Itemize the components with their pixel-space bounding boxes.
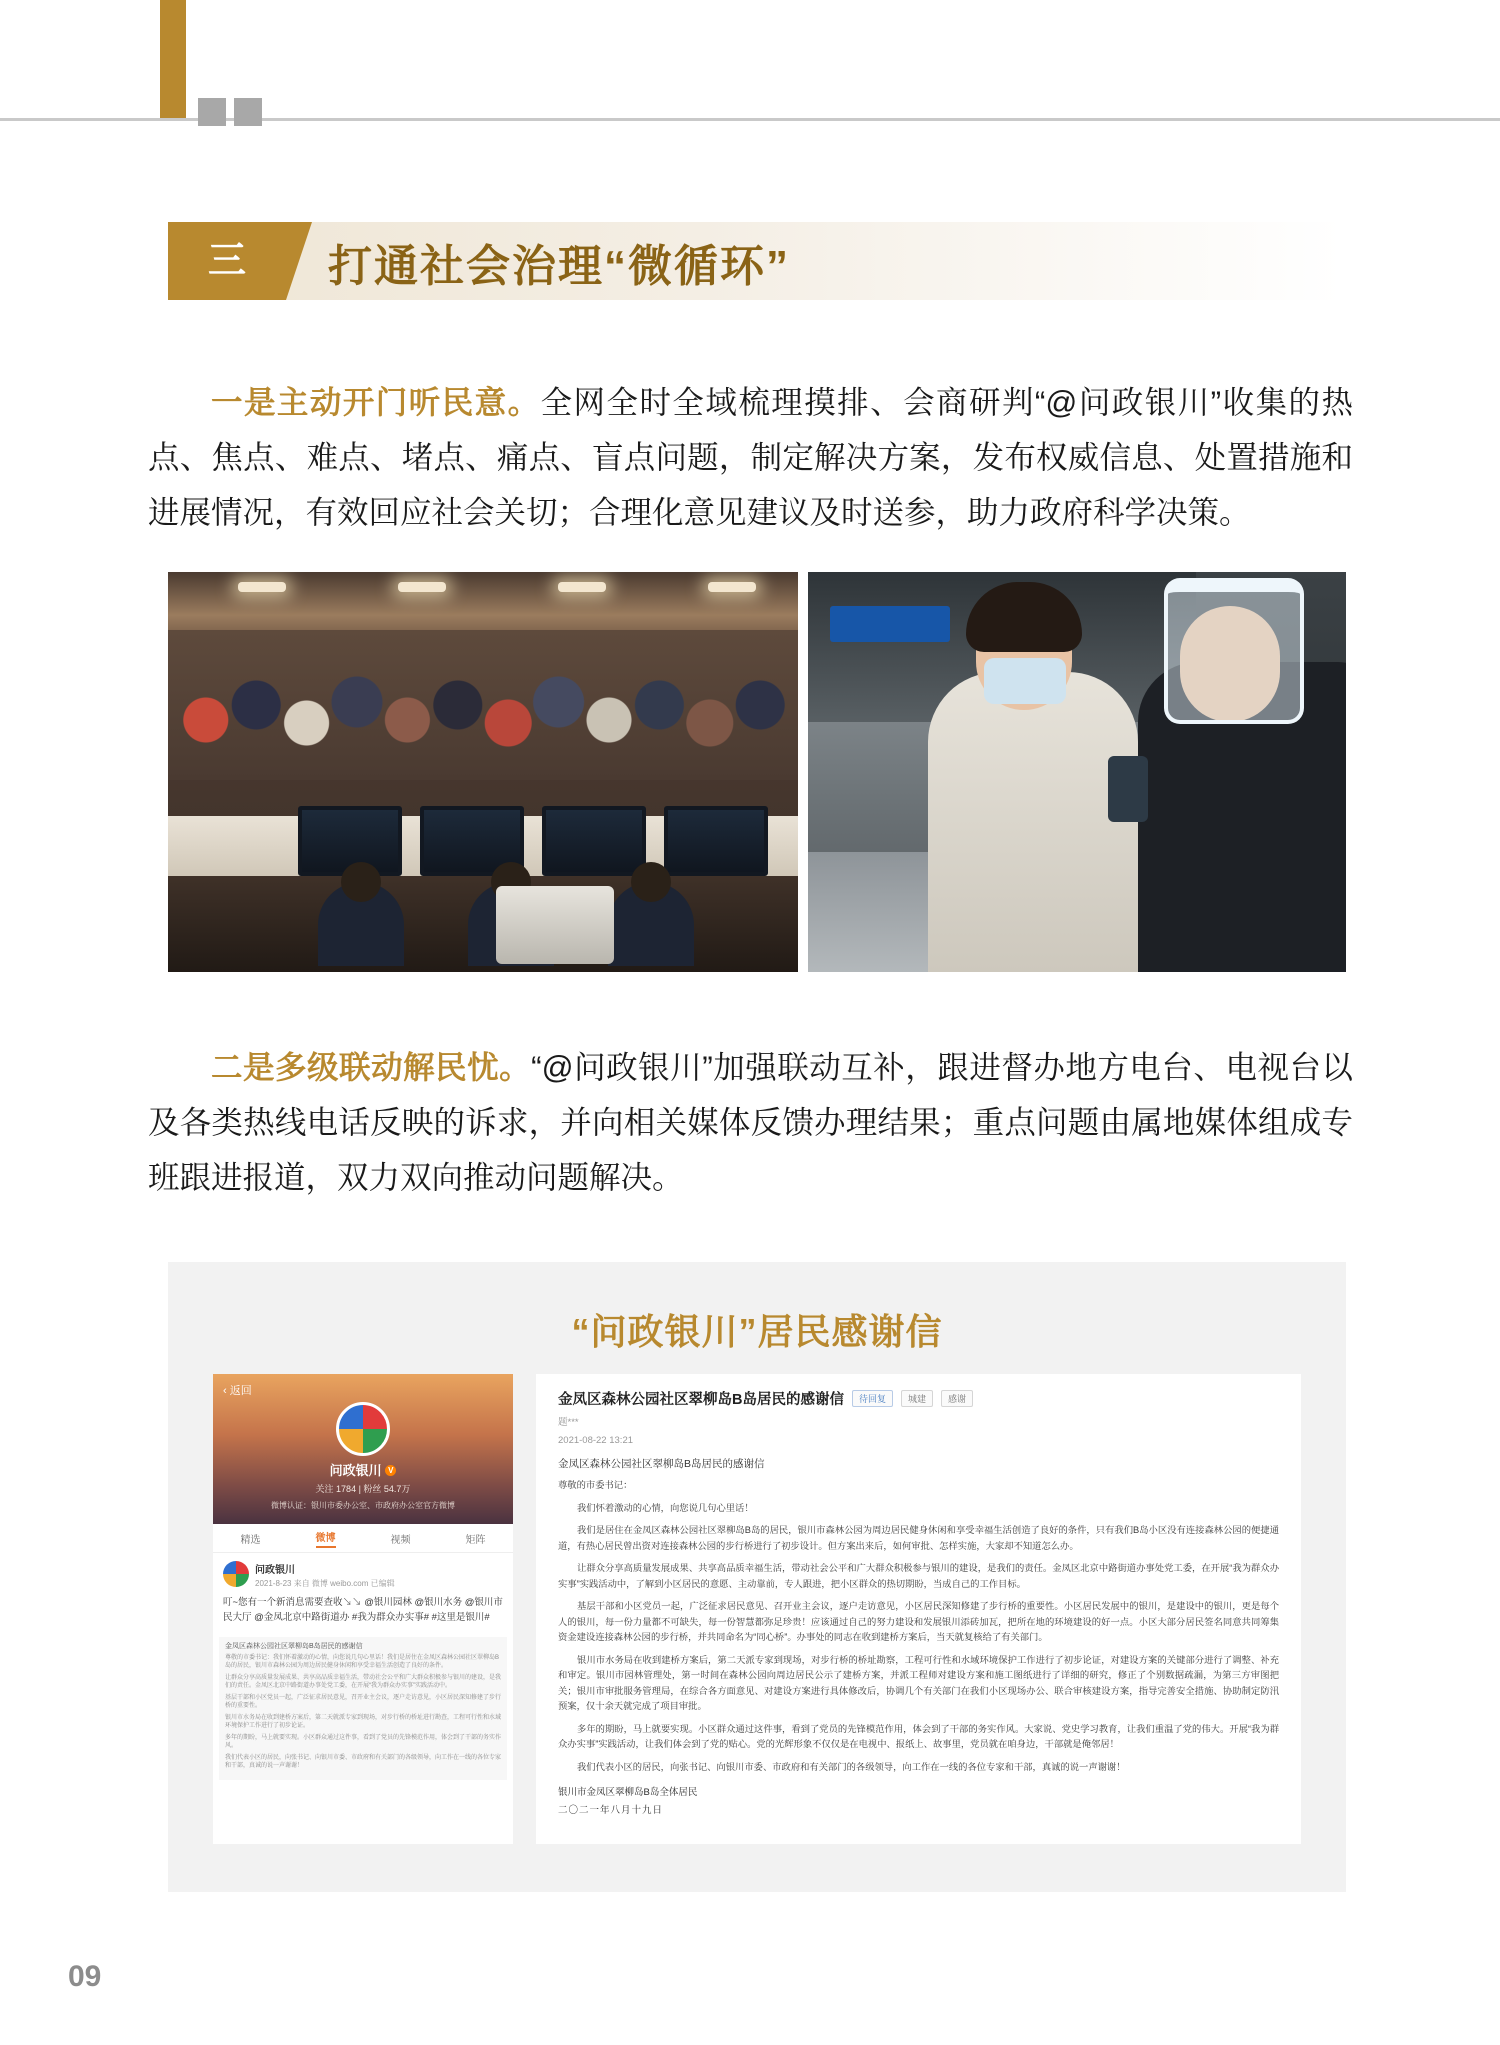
checkpoint-signboard bbox=[830, 606, 950, 642]
weibo-profile-header bbox=[213, 1374, 513, 1524]
verified-badge-icon: V bbox=[385, 1465, 396, 1476]
hall-lamp bbox=[398, 582, 446, 592]
photo-checkpoint-image bbox=[808, 572, 1346, 972]
header-square-2 bbox=[234, 98, 262, 126]
letter-signature-date: 二〇二一年八月十九日 bbox=[558, 1805, 664, 1816]
letter-paragraph: 银川市水务局在收到建桥方案后，第二天派专家到现场，对步行桥的桥址勘察，工程可行性和水域环境保护工作进行了初步论证，对建设方案的关键部分进行了调整、补充和审定。银川市园林管理处，第一时间在森林公园向周边居民公示了建桥方案，并派工程师对建设方案和施工图纸进行了详细的研究，修正了个别数据疏漏，为第三方审图把关；银川市审批服务管理局，在综合各方面意见、对建设方案进行具体修改后，协调几个有关部门在我们小区现场办公、联合审核建设方案，指导完善安全措施、协助制定防汛预案，仅十余天就完成了项目审批。 bbox=[558, 1654, 1279, 1711]
weibo-post-meta: 2021-8-23 来自 微博 weibo.com 已编辑 bbox=[255, 1579, 395, 1588]
weibo-quoted-line: 让群众分享高质量发展成果、共享高品质幸福生活，带动社会公平和广大群众积极参与银川的建设，是我们的责任。金凤区北京中路街道办事处党工委，在开展“我为群众办实事”实践活动中。 bbox=[225, 1675, 502, 1689]
category-badge-thanks: 感谢 bbox=[941, 1390, 973, 1407]
weibo-quoted-line: 基层干部和小区党员一起，广泛征求居民意见，召开业主会议，逐户走访意见，小区居民深知修建了步行桥的重要性。 bbox=[225, 1695, 502, 1709]
letter-title: 金凤区森林公园社区翠柳岛B岛居民的感谢信 bbox=[558, 1392, 844, 1408]
paragraph-one-text: 全网全时全域梳理摸排、会商研判“@问政银川”收集的热点、焦点、难点、堵点、痛点、盲点问题，制定解决方案，发布权威信息、处置措施和进展情况，有效回应社会关切；合理化意见建议及时送参，助力政府科学决策。 bbox=[148, 384, 1353, 530]
weibo-quoted-line: 尊敬的市委书记：我们怀着激动的心情，向您说几句心里话！我们是居住在金凤区森林公园社区翠柳岛B岛的居民，银川市森林公园为周边居民健身休闲和享受幸福生活创造了良好的条件。 bbox=[225, 1655, 500, 1669]
letter-paragraph: 多年的期盼，马上就要实现。小区群众通过这件事，看到了党员的先锋模范作用，体会到了干部的务实作风。大家说、党史学习教育，让我们重温了党的伟大。开展“我为群众办实事”实践活动，让我们体会到了党的贴心。党的光辉形象不仅仅是在电视中、报纸上、故事里，党员就在咱身边，干部就是俺邻居！ bbox=[558, 1723, 1279, 1749]
section-index: 三 bbox=[168, 222, 286, 300]
weibo-account-name: 问政银川 V bbox=[213, 1460, 513, 1479]
letter-salutation: 尊敬的市委书记： bbox=[558, 1480, 633, 1490]
face-shield-icon bbox=[1164, 578, 1304, 724]
status-badge: 待回复 bbox=[852, 1390, 893, 1407]
letter-panel-title: “问政银川”居民感谢信 bbox=[571, 1311, 943, 1352]
letter-body bbox=[558, 1478, 1279, 1775]
hall-staff bbox=[608, 882, 694, 966]
weibo-avatar bbox=[336, 1402, 390, 1456]
back-icon[interactable]: ‹ 返回 bbox=[223, 1385, 252, 1397]
tab-weibo[interactable]: 微博 bbox=[316, 1529, 336, 1548]
hall-lamp bbox=[238, 582, 286, 592]
section-title: 打通社会治理“微循环” bbox=[328, 242, 790, 291]
checkpoint-worker-body bbox=[928, 672, 1138, 972]
hall-printer bbox=[496, 886, 614, 964]
paragraph-two-lead: 二是多级联动解民忧。 bbox=[211, 1049, 532, 1085]
smartphone-icon bbox=[1108, 756, 1148, 822]
page-number: 09 bbox=[68, 1960, 102, 1993]
letter-paragraph: 让群众分享高质量发展成果、共享高品质幸福生活，带动社会公平和广大群众积极参与银川的建设，是我们的责任。金凤区北京中路街道办事处党工委，在开展“我为群众办实事”实践活动中，了解到小区居民的意愿、主动靠前，专人跟进，把小区群众的热切期盼，当成自己的工作目标。 bbox=[558, 1563, 1279, 1589]
weibo-quoted-line: 银川市水务局在收到建桥方案后，第二天就派专家到现场，对步行桥的桥址进行勘查，工程可行性和水域环境保护工作进行了初步论证。 bbox=[225, 1715, 502, 1729]
weibo-verify-text: 微博认证：银川市委办公室、市政府办公室官方微博 bbox=[271, 1501, 455, 1510]
hall-lamp bbox=[558, 582, 606, 592]
photo-checkpoint bbox=[808, 572, 1346, 972]
paragraph-two-text: “@问政银川”加强联动互补，跟进督办地方电台、电视台以及各类热线电话反映的诉求，并向相关媒体反馈办理结果；重点问题由属地媒体组成专班跟进报道，双力双向推动问题解决。 bbox=[148, 1049, 1353, 1195]
letter-document bbox=[536, 1374, 1301, 1844]
letter-subject: 金凤区森林公园社区翠柳岛B岛居民的感谢信 bbox=[558, 1458, 765, 1470]
tab-video[interactable]: 视频 bbox=[390, 1534, 411, 1546]
paragraph-one-lead: 一是主动开门听民意。 bbox=[211, 384, 541, 420]
header-square-1 bbox=[198, 98, 226, 126]
weibo-tabs bbox=[213, 1524, 513, 1553]
weibo-post bbox=[213, 1553, 513, 1629]
weibo-screenshot-card bbox=[213, 1374, 513, 1844]
category-badge-city: 城建 bbox=[901, 1390, 933, 1407]
letter-paragraph: 我们代表小区的居民，向张书记、向银川市委、市政府和有关部门的各级领导，向工作在一线的各位专家和干部，真诚的说一声谢谢！ bbox=[577, 1761, 1126, 1772]
tab-featured[interactable]: 精选 bbox=[240, 1534, 261, 1546]
letter-paragraph: 我们怀着激动的心情，向您说几句心里话！ bbox=[577, 1502, 754, 1513]
letter-signature-org: 银川市金凤区翠柳岛B岛全体居民 bbox=[558, 1787, 698, 1798]
weibo-stats: 关注 1784 | 粉丝 54.7万 bbox=[315, 1484, 411, 1494]
letter-paragraph: 我们是居住在金凤区森林公园社区翠柳岛B岛的居民，银川市森林公园为周边居民健身休闲和享受幸福生活创造了良好的条件，只有我们B岛小区没有连接森林公园的便捷通道，有热心居民曾出资对连接森林公园的步行桥进行了初步设计。但方案出来后，如何审批、怎样实施，大家却不知道怎么办。 bbox=[558, 1525, 1279, 1551]
hall-monitor bbox=[664, 806, 768, 876]
paragraph-two bbox=[148, 1040, 1353, 1205]
section-heading bbox=[168, 222, 1343, 300]
weibo-post-header bbox=[223, 1561, 503, 1589]
face-mask-icon bbox=[984, 658, 1066, 704]
letter-date: 2021-08-22 13:21 bbox=[558, 1435, 634, 1446]
letter-author: 题*** bbox=[558, 1417, 579, 1428]
letter-title-row bbox=[558, 1388, 1279, 1409]
letter-panel bbox=[168, 1262, 1346, 1892]
photo-service-hall bbox=[168, 572, 798, 972]
header-bar-accent bbox=[160, 0, 186, 118]
weibo-quoted-line: 多年的期盼，马上就要实现。小区群众通过这件事，看到了党员的先锋模范作用，体会到了干部的务实作风。 bbox=[225, 1735, 502, 1749]
tab-matrix[interactable]: 矩阵 bbox=[465, 1534, 486, 1546]
weibo-post-text: 叮~您有一个新消息需要查收↘↘ @银川园林 @银川水务 @银川市民大厅 @金凤北京中路街道办 #我为群众办实事# #这里是银川# bbox=[223, 1597, 503, 1623]
hall-staff bbox=[318, 882, 404, 966]
hall-crowd bbox=[168, 630, 798, 780]
paragraph-one bbox=[148, 375, 1353, 540]
photo-service-hall-image bbox=[168, 572, 798, 972]
photo-row bbox=[168, 572, 1346, 972]
letter-paragraph: 基层干部和小区党员一起，广泛征求居民意见、召开业主会议，逐户走访意见，小区居民深知修建了步行桥的重要性。小区居民发展中的银川，是建设中的银川，更是每个人的银川，每一份力量都不可缺失，每一份智慧都弥足珍贵！应该通过自己的努力建设和发展银川添砖加瓦，把所在地的环境建设的好一点。小区大部分居民签名同意共同筹集资金建设连接森林公园的步行桥，并共同命名为“同心桥”。办事处的同志在收到建桥方案后，当天就复核给了有关部门。 bbox=[558, 1601, 1279, 1642]
hall-monitor bbox=[542, 806, 646, 876]
weibo-post-account: 问政银川 bbox=[255, 1565, 295, 1576]
weibo-post-avatar bbox=[223, 1561, 249, 1587]
hall-lamp bbox=[708, 582, 756, 592]
weibo-quoted-line: 我们代表小区的居民，向张书记、向银川市委、市政府和有关部门的各级领导，向工作在一线的各位专家和干部，真诚的说一声谢谢！ bbox=[225, 1755, 502, 1769]
weibo-quoted-letter bbox=[219, 1637, 507, 1780]
weibo-quoted-title: 金凤区森林公园社区翠柳岛B岛居民的感谢信 bbox=[225, 1643, 363, 1650]
